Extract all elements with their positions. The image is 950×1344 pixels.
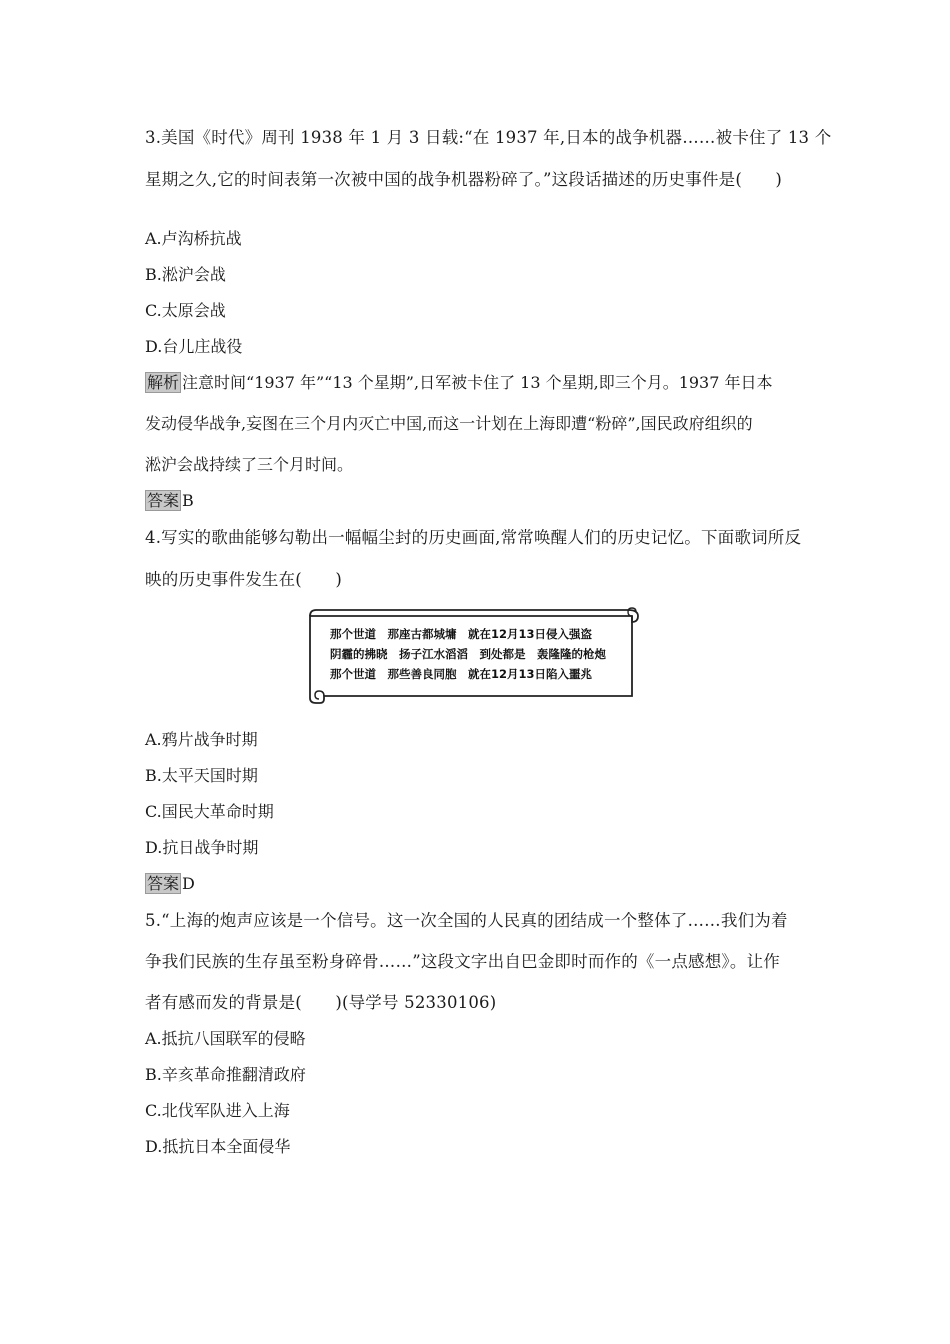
q3-stem-line2: 星期之久,它的时间表第一次被中国的战争机器粉碎了。”这段话描述的历史事件是( ) (145, 170, 783, 189)
q3-analysis-line1 (145, 373, 773, 393)
q3-option-b: B.淞沪会战 (145, 265, 226, 284)
q4-answer-value: D (182, 874, 195, 893)
q5-stem-line1: 5.“上海的炮声应该是一个信号。这一次全国的人民真的团结成一个整体了……我们为着 (145, 911, 788, 930)
q3-option-a: A.卢沟桥抗战 (145, 229, 242, 248)
q3-answer-value: B (182, 491, 194, 510)
q5-option-a: A.抵抗八国联军的侵略 (145, 1029, 306, 1048)
analysis-tag: 解析 (147, 373, 180, 392)
q4-stem-line2: 映的历史事件发生在( ) (145, 570, 342, 589)
q4-stem-line1: 4.写实的歌曲能够勾勒出一幅幅尘封的历史画面,常常唤醒人们的历史记忆。下面歌词所反 (145, 528, 802, 547)
q4-option-a: A.鸦片战争时期 (145, 730, 258, 749)
q5-option-d: D.抵抗日本全面侵华 (145, 1137, 291, 1156)
q3-analysis-line2: 发动侵华战争,妄图在三个月内灭亡中国,而这一计划在上海即遭“粉碎”,国民政府组织的 (145, 414, 753, 433)
q4-option-d: D.抗日战争时期 (145, 838, 259, 857)
q5-option-b: B.辛亥革命推翻清政府 (145, 1065, 306, 1084)
q4-option-b: B.太平天国时期 (145, 766, 258, 785)
lyric-line-3: 那个世道 那些善良同胞 就在12月13日陷入噩兆 (330, 667, 593, 681)
q5-stem-line2: 争我们民族的生存虽至粉身碎骨……”这段文字出自巴金即时而作的《一点感想》。让作 (145, 952, 780, 971)
q3-analysis-text1: 注意时间“1937 年”“13 个星期”,日军被卡住了 13 个星期,即三个月。1937 年日本 (182, 373, 773, 392)
answer-tag: 答案 (147, 874, 180, 893)
q3-analysis-line3: 淞沪会战持续了三个月时间。 (145, 455, 354, 474)
q5-option-c: C.北伐军队进入上海 (145, 1101, 290, 1120)
q5-stem-line3: 者有感而发的背景是( )(导学号 52330106) (145, 993, 497, 1012)
q4-option-c: C.国民大革命时期 (145, 802, 274, 821)
q4-answer (145, 874, 195, 894)
q3-option-c: C.太原会战 (145, 301, 226, 320)
q3-stem-line1: 3.美国《时代》周刊 1938 年 1 月 3 日载:“在 1937 年,日本的战争机器……被卡住了 13 个 (145, 128, 832, 147)
answer-tag: 答案 (147, 491, 180, 510)
q3-option-d: D.台儿庄战役 (145, 337, 243, 356)
lyric-line-2: 阴霾的拂晓 扬子江水滔滔 到处都是 轰隆隆的枪炮 (330, 647, 606, 661)
q3-answer (145, 491, 194, 511)
lyric-line-1: 那个世道 那座古都城墉 就在12月13日侵入强盗 (330, 627, 593, 641)
